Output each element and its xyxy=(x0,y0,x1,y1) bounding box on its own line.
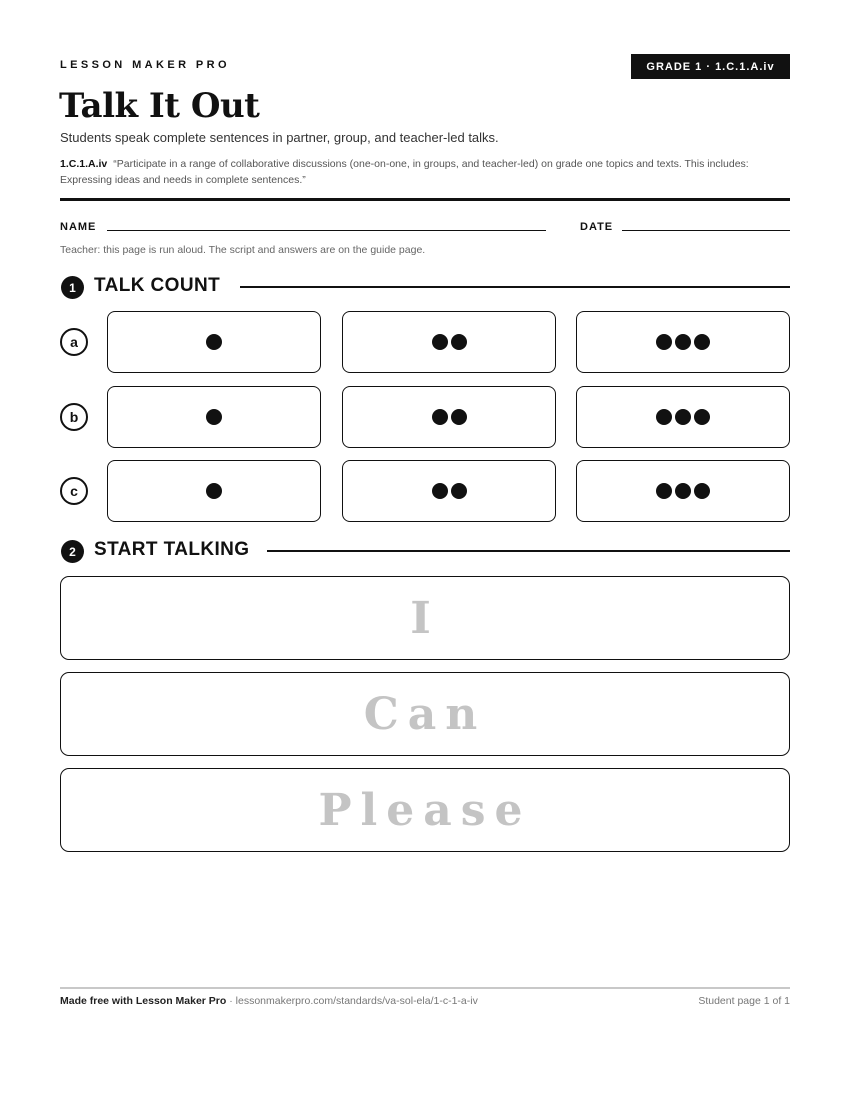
talk-count-option-1[interactable] xyxy=(107,311,321,373)
count-dot xyxy=(675,483,691,499)
name-label: NAME xyxy=(60,221,97,233)
footer-credit xyxy=(60,995,478,1007)
footer-url[interactable]: lessonmakerpro.com/standards/va-sol-ela/1-c-1-a-iv xyxy=(235,995,478,1007)
count-dot xyxy=(451,334,467,350)
count-dot xyxy=(451,483,467,499)
count-dot xyxy=(206,334,222,350)
date-field[interactable] xyxy=(622,230,790,231)
talk-count-row-label: a xyxy=(60,328,88,356)
grade-badge: GRADE 1 · 1.C.1.A.iv xyxy=(631,54,790,79)
count-dot xyxy=(656,483,672,499)
count-dot xyxy=(432,409,448,425)
talk-count-row-label: c xyxy=(60,477,88,505)
page-title: Talk It Out xyxy=(59,86,260,126)
count-dot xyxy=(656,334,672,350)
sentence-starter-word: Please xyxy=(318,784,532,836)
name-field[interactable] xyxy=(107,230,546,231)
sentence-starter-box[interactable] xyxy=(60,576,790,660)
talk-count-row-label: b xyxy=(60,403,88,431)
section-2-rule xyxy=(267,550,790,552)
count-dot xyxy=(432,334,448,350)
count-dot xyxy=(656,409,672,425)
talk-count-option-1[interactable] xyxy=(107,460,321,522)
section-1-number: 1 xyxy=(61,276,84,299)
section-1-title: TALK COUNT xyxy=(94,275,221,296)
talk-count-option-2[interactable] xyxy=(342,386,556,448)
count-dot xyxy=(675,334,691,350)
standard-text: “Participate in a range of collaborative discussions (one-on-one, in groups, and teacher-led) on grade one topics and texts. This includes: Expressing ideas and needs in complete sentences.” xyxy=(60,158,749,186)
sentence-starter-box[interactable] xyxy=(60,672,790,756)
talk-count-option-2[interactable] xyxy=(342,311,556,373)
count-dot xyxy=(432,483,448,499)
talk-count-option-2[interactable] xyxy=(342,460,556,522)
footer-made-with: Made free with Lesson Maker Pro xyxy=(60,995,227,1007)
count-dot xyxy=(694,334,710,350)
sentence-starter-word: Can xyxy=(363,688,487,740)
teacher-note: Teacher: this page is run aloud. The script and answers are on the guide page. xyxy=(60,244,426,256)
header-divider xyxy=(60,198,790,201)
section-1-rule xyxy=(240,286,790,288)
count-dot xyxy=(694,409,710,425)
standard-code: 1.C.1.A.iv xyxy=(60,158,108,170)
count-dot xyxy=(694,483,710,499)
sentence-starter-word: I xyxy=(410,592,440,644)
count-dot xyxy=(206,483,222,499)
footer-divider xyxy=(60,987,790,989)
standard-description xyxy=(60,156,790,188)
date-label: DATE xyxy=(580,221,614,233)
talk-count-option-3[interactable] xyxy=(576,311,790,373)
section-2-number: 2 xyxy=(61,540,84,563)
page-subtitle: Students speak complete sentences in partner, group, and teacher-led talks. xyxy=(60,130,499,145)
talk-count-option-1[interactable] xyxy=(107,386,321,448)
footer-page-number: Student page 1 of 1 xyxy=(698,995,790,1007)
footer-separator: · xyxy=(226,995,236,1007)
talk-count-option-3[interactable] xyxy=(576,460,790,522)
count-dot xyxy=(206,409,222,425)
count-dot xyxy=(675,409,691,425)
sentence-starter-box[interactable] xyxy=(60,768,790,852)
brand-wordmark: LESSON MAKER PRO xyxy=(60,59,230,71)
talk-count-option-3[interactable] xyxy=(576,386,790,448)
section-2-title: START TALKING xyxy=(94,539,250,560)
count-dot xyxy=(451,409,467,425)
